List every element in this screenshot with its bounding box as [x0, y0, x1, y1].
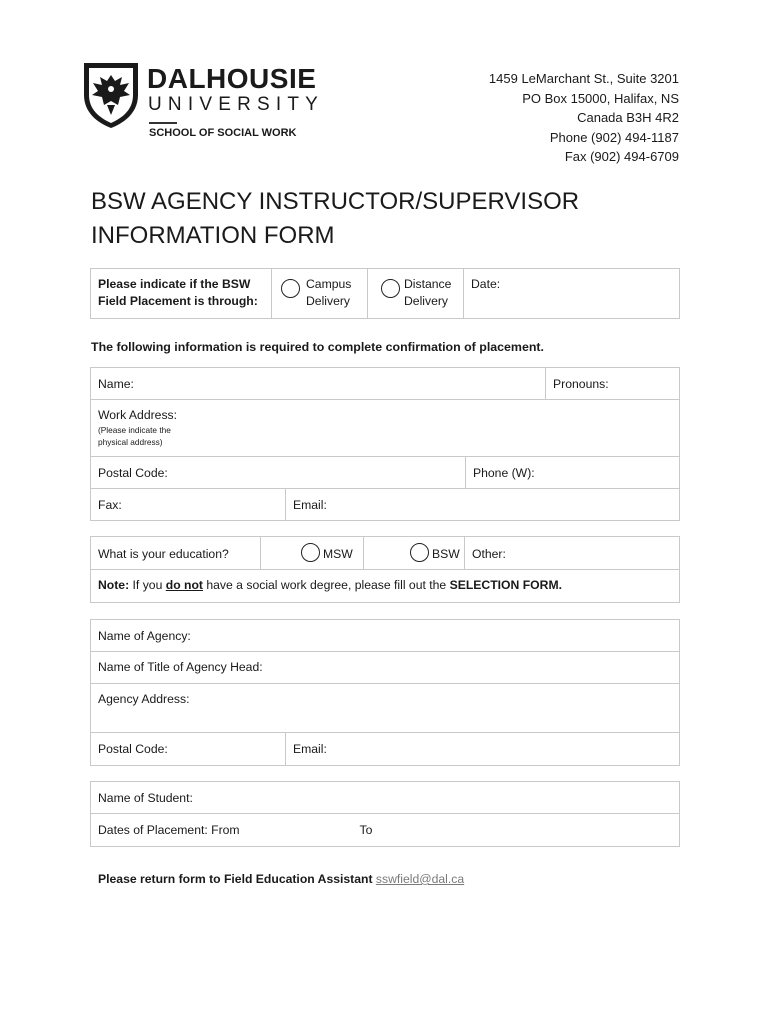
placement-to-field[interactable]: To [353, 814, 680, 847]
address-block [489, 69, 679, 167]
msw-option[interactable]: MSW [261, 537, 364, 570]
page-title: BSW AGENCY INSTRUCTOR/SUPERVISOR INFORMATION FORM [91, 188, 580, 249]
placement-table [90, 268, 680, 319]
address-line: 1459 LeMarchant St., Suite 3201 [488, 71, 679, 86]
address-line: Canada B3H 4R2 [577, 110, 679, 126]
agency-head-field[interactable]: Name of Title of Agency Head: [91, 652, 680, 684]
work-address-field[interactable]: Work Address: (Please indicate the physical address) [91, 400, 680, 457]
agency-table [90, 619, 680, 766]
distance-delivery-option[interactable]: Distance Delivery [368, 269, 464, 319]
fax-line: Fax (902) 494-6709 [564, 149, 679, 165]
placement-from-field[interactable]: Dates of Placement: From [91, 814, 353, 847]
selection-form-note: Note: If you do not have a social work degree, please fill out the SELECTION FORM. [91, 570, 680, 603]
logo-school-name: SCHOOL OF SOCIAL WORK [149, 127, 297, 139]
logo-wordmark: DALHOUSIE [147, 63, 317, 94]
other-education-field[interactable]: Other: [465, 537, 680, 570]
bsw-radio[interactable] [410, 543, 429, 562]
personal-info-table [90, 367, 680, 521]
logo-divider [149, 122, 177, 124]
return-instructions: Please return form to Field Education Assistant sswfield@dal.ca [98, 872, 465, 886]
fax-field[interactable]: Fax: [91, 489, 286, 521]
email-field[interactable]: Email: [286, 489, 680, 521]
msw-radio[interactable] [301, 543, 320, 562]
education-table [90, 536, 680, 603]
name-field[interactable]: Name: [91, 368, 546, 400]
placement-question: Please indicate if the BSW Field Placement is through: [91, 269, 272, 319]
postal-code-field[interactable]: Postal Code: [91, 457, 466, 489]
address-line: PO Box 15000, Halifax, NS [522, 90, 679, 106]
agency-postal-code-field[interactable]: Postal Code: [91, 733, 286, 766]
date-field[interactable]: Date: [464, 269, 680, 319]
campus-delivery-option[interactable]: Campus Delivery [272, 269, 368, 319]
logo-subwordmark: UNIVERSITY [148, 94, 325, 115]
bsw-option[interactable]: BSW [364, 537, 465, 570]
phone-work-field[interactable]: Phone (W): [466, 457, 680, 489]
agency-address-field[interactable]: Agency Address: [91, 684, 680, 733]
student-table [90, 781, 680, 847]
agency-email-field[interactable]: Email: [286, 733, 680, 766]
email-link[interactable]: sswfield@dal.ca [375, 872, 465, 886]
agency-name-field[interactable]: Name of Agency: [91, 620, 680, 652]
intro-text: The following information is required to complete confirmation of placement. [91, 340, 544, 354]
distance-delivery-radio[interactable] [381, 279, 400, 298]
shield-icon [82, 61, 140, 129]
campus-delivery-radio[interactable] [281, 279, 300, 298]
phone-line: Phone (902) 494-1187 [549, 129, 679, 145]
student-name-field[interactable]: Name of Student: [91, 782, 680, 814]
pronouns-field[interactable]: Pronouns: [546, 368, 680, 400]
education-question: What is your education? [91, 537, 261, 570]
